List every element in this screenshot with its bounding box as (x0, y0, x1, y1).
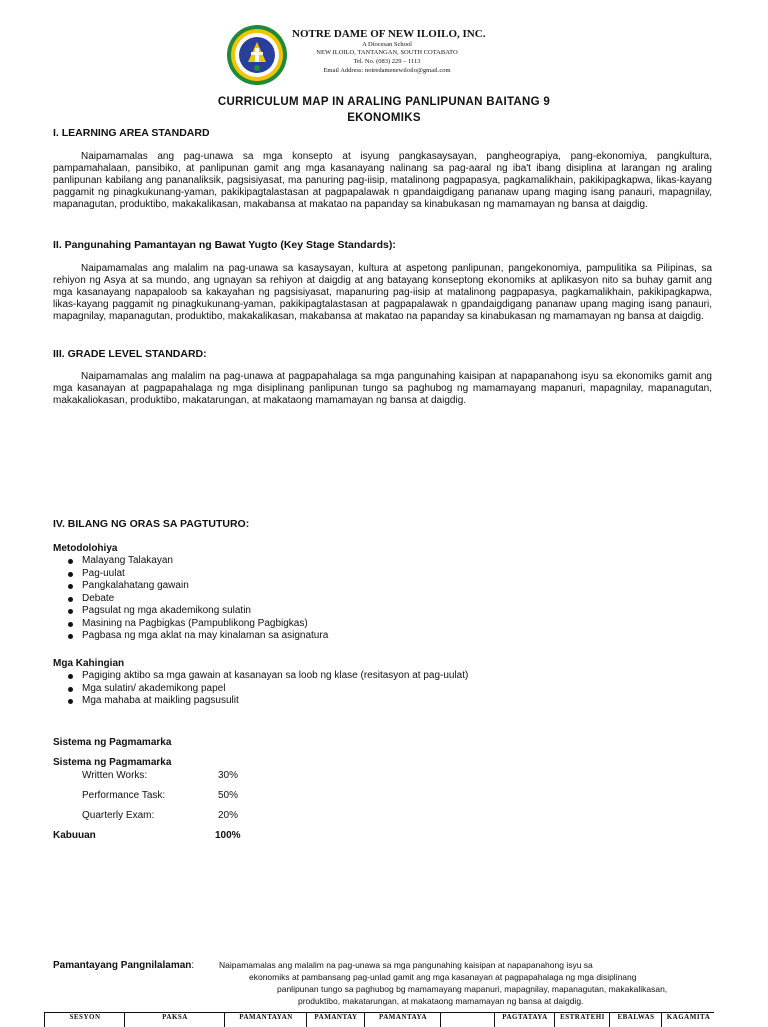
list-item: Mga mahaba at maikling pagsusulit (68, 695, 468, 708)
grading-subheading: Sistema ng Pagmamarka (53, 757, 172, 768)
school-email: Email Address: notredamenewiloilo@gmail.com (323, 67, 451, 74)
kahingian-list (68, 670, 468, 708)
content-standard-line: panlipunan tungo sa paghubog bg mamamayang mapanuri, mapagnilay, mapanagutan, makakalikasan, (277, 984, 668, 994)
grade-row-quarterly-exam: Quarterly Exam: 20% (82, 810, 239, 821)
kahingian-heading: Mga Kahingian (53, 658, 125, 669)
list-item: Pagsulat ng mga akademikong sulatin (68, 605, 328, 618)
table-header-cell: PAGTATAYA (494, 1013, 555, 1027)
section-heading-grade-level: III. GRADE LEVEL STANDARD: (53, 348, 207, 360)
grade-row-written-works: Written Works: 30% (82, 770, 239, 781)
list-item: Mga sulatin/ akademikong papel (68, 683, 468, 696)
table-header-cell: SESYON (44, 1013, 125, 1027)
section-text-learning-area: Naipamamalas ang pag-unawa sa mga konsepto at isyung pangkasaysayan, pangheograpiya, pang-ekonomiya, pangkultura, pampamahalaan, pansibiko, at panlipunan gamit ang mga kasanayang nalinang sa pag-aaral ng iba't ibang disiplina at larangan ng araling panlipunan kabilang ang pananaliksik, pagsisiyasat, ma panuring pag-iisip, matalinong pagpapasya, pagkamalikhain, pakikipagkapwa, likas-kayang paggamit ng pinagkukunang-yaman, pakikipagtalastasan at pagpapalawak n gpandaigdigang pananaw upang maging isang panauri, mapagnilay, mapanagutan, produktibo, makakalikasan, makabansa at makatao na papanday sa kinabukasan ng mamamayan ng bansa at daigdig. (53, 151, 712, 210)
grade-row-performance-task: Performance Task: 50% (82, 790, 239, 801)
section-heading-key-stage: II. Pangunahing Pamantayan ng Bawat Yugto (Key Stage Standards): (53, 239, 396, 251)
section-heading-teaching-hours: IV. BILANG NG ORAS SA PAGTUTURO: (53, 518, 250, 530)
content-standard-line: produktibo, makatarungan, at makataong mamamayan ng bansa at daigdig. (298, 996, 584, 1006)
list-item: Pagiging aktibo sa mga gawain at kasanayan sa loob ng klase (resitasyon at pag-uulat) (68, 670, 468, 683)
metodolohiya-heading: Metodolohiya (53, 543, 118, 554)
list-item: Malayang Talakayan (68, 555, 328, 568)
table-header-cell (440, 1013, 495, 1027)
content-standard-line: Naipamamalas ang malalim na pag-unawa sa mga pangunahing kaisipan at napapanahong isyu sa (219, 960, 593, 970)
bullet-icon (68, 584, 73, 589)
bullet-icon (68, 609, 73, 614)
document-subtitle: EKONOMIKS (347, 112, 421, 124)
metodolohiya-list (68, 555, 328, 643)
school-type: A Diocesan School (362, 41, 412, 48)
table-header-cell: EBALWAS (609, 1013, 662, 1027)
list-item: Debate (68, 593, 328, 606)
bullet-icon (68, 572, 73, 577)
list-item: Pangkalahatang gawain (68, 580, 328, 593)
bullet-icon (68, 622, 73, 627)
list-item: Masining na Pagbigkas (Pampublikong Pagbigkas) (68, 618, 328, 631)
bullet-icon (68, 597, 73, 602)
content-standard-line: ekonomiks at pambansang pag-unlad gamit ang mga kasanayan at pagpapahalaga ng mga disiplinang (249, 972, 637, 982)
school-telephone: Tel. No. (083) 229 – 1113 (353, 58, 421, 65)
list-item: Pagbasa ng mga aklat na may kinalaman sa asignatura (68, 630, 328, 643)
list-item: Pag-uulat (68, 568, 328, 581)
curriculum-table-header (44, 1012, 714, 1027)
section-text-grade-level: Naipamamalas ang malalim na pag-unawa at pagpapahalaga sa mga pangunahing kaisipan at napapanahong isyu sa ekonomiks gamit ang mga kasanayan at pagpapahalaga ng mga disiplinang panlipunan tungo sa paghubog ng mamamayang mapanuri, mapagnilay, mapanagutan, makakaliokasan, produktibo, makatarungan, at makataong mamamayan ng bansa at daigdig. (53, 371, 712, 406)
bullet-icon (68, 634, 73, 639)
table-header-cell: ESTRATEHI (554, 1013, 610, 1027)
content-standard-label: Pamantayang Pangnilalaman: (53, 960, 195, 971)
bullet-icon (68, 699, 73, 704)
table-header-cell: KAGAMITA (661, 1013, 715, 1027)
grading-heading: Sistema ng Pagmamarka (53, 737, 172, 748)
section-heading-learning-area: I. LEARNING AREA STANDARD (53, 127, 210, 139)
table-header-cell: PAMANTAY (306, 1013, 365, 1027)
school-name: NOTRE DAME OF NEW ILOILO, INC. (292, 28, 486, 40)
table-header-cell: PAMANTAYAN (224, 1013, 307, 1027)
bullet-icon (68, 687, 73, 692)
bullet-icon (68, 559, 73, 564)
school-address: NEW ILOILO, TANTANGAN, SOUTH COTABATO (316, 49, 458, 56)
section-text-key-stage: Naipamamalas ang malalim na pag-unawa sa kasaysayan, kultura at aspetong panlipunan, pangekonomiya, pampulitika sa Pilipinas, sa rehiyon ng Asya at sa mundo, ang ugnayan sa rehiyon at daigdig at ang batayang konseptong ekonomiks at aplikasyon nito sa buhay gamit ang mga kasanayang napapaloob sa kakayahan ng pagsisiyasat, mapanuring pag-iisip at matalinong pagpapasya, pagkamalikhain, pakikipagkapwa, likas-kayang paggamit ng pinagkukunang-yaman, pakikipagtalastasan at pagpapalawak n gpandaigdigang pananaw upang maging isang panauri, mapagnilay, mapanagutan, produktibo, makakalikasan, makabansa at makatao na papanday sa kinabukasan ng mamamayan ng bansa at daigdig. (53, 263, 712, 322)
document-title: CURRICULUM MAP IN ARALING PANLIPUNAN BAITANG 9 (217, 96, 551, 108)
table-header-cell: PAKSA (124, 1013, 225, 1027)
school-seal-icon (226, 24, 288, 86)
table-header-cell: PAMANTAYA (364, 1013, 441, 1027)
grade-row-total: Kabuuan 100% (53, 830, 241, 841)
bullet-icon (68, 674, 73, 679)
